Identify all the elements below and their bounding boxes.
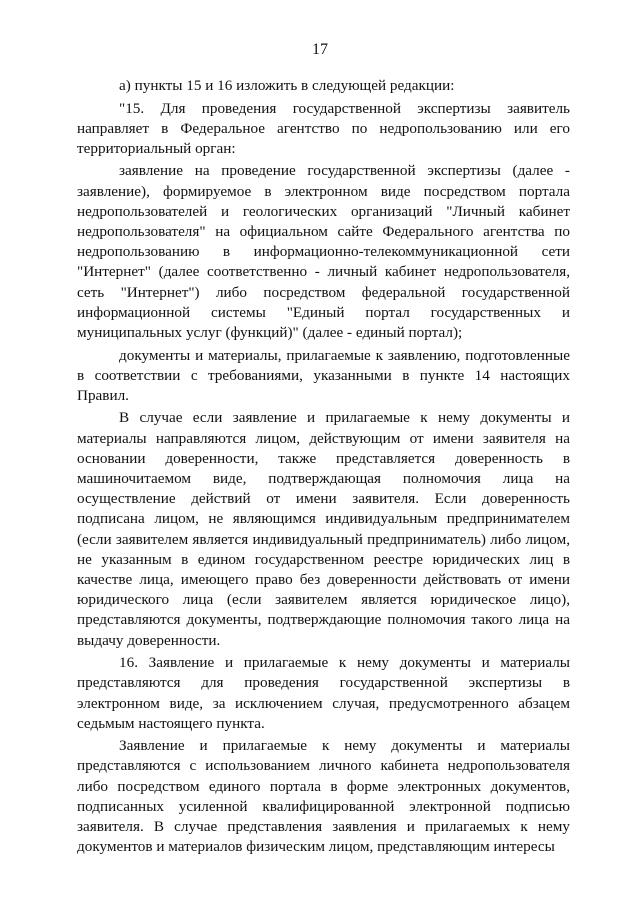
paragraph-power-of-attorney: В случае если заявление и прилагаемые к нему документы и материалы направляются лицом, действующим от имени заявителя на основании доверенности, также представляется доверенность в машиночитаемом виде, подтверждающая полномочия лица на осуществление действий от имени заявителя. Если доверенность подписана лицом, не являющимся индивидуальным предпринимателем (если заявителем является индивидуальный предприниматель) либо лицом, не указанным в едином государственном реестре юридических лиц в качестве лица, имеющего право без доверенности действовать от имени юридического лица (если заявителем является юридическое лицо), представляются документы, подтверждающие полномочия такого лица на выдачу доверенности.	[77, 409, 570, 649]
paragraph-amendment-intro: а) пункты 15 и 16 изложить в следующей редакции:	[119, 77, 455, 94]
paragraph-electronic-submission: Заявление и прилагаемые к нему документы и материалы представляются с использованием личного кабинета недропользователя либо посредством единого портала в форме электронных документов, подписанных усиленной квалифицированной электронной подписью заявителя. В случае представления заявления и прилагаемых к нему документов и материалов физическим лицом, представляющим интересы	[77, 737, 570, 856]
document-body	[77, 76, 570, 860]
paragraph-documents: документы и материалы, прилагаемые к заявлению, подготовленные в соответствии с требованиями, указанными в пункте 14 настоящих Правил.	[77, 346, 570, 404]
page-number: 17	[312, 41, 328, 58]
paragraph-application: заявление на проведение государственной экспертизы (далее - заявление), формируемое в электронном виде посредством портала недропользователей и геологических организаций "Личный кабинет недропользователя" на официальном сайте Федерального агентства по недропользованию в информационно-телекоммуникационной сети "Интернет" (далее соответственно - личный кабинет недропользователя, сеть "Интернет") либо посредством федеральной государственной информационной системы "Единый портал государственных и муниципальных услуг (функций)" (далее - единый портал);	[77, 162, 570, 342]
paragraph-item-16: 16. Заявление и прилагаемые к нему документы и материалы представляются для проведения государственной экспертизы в электронном виде, за исключением случая, предусмотренного абзацем седьмым настоящего пункта.	[77, 654, 570, 732]
paragraph-item-15: "15. Для проведения государственной экспертизы заявитель направляет в Федеральное агентство по недропользованию или его территориальный орган:	[77, 99, 570, 157]
